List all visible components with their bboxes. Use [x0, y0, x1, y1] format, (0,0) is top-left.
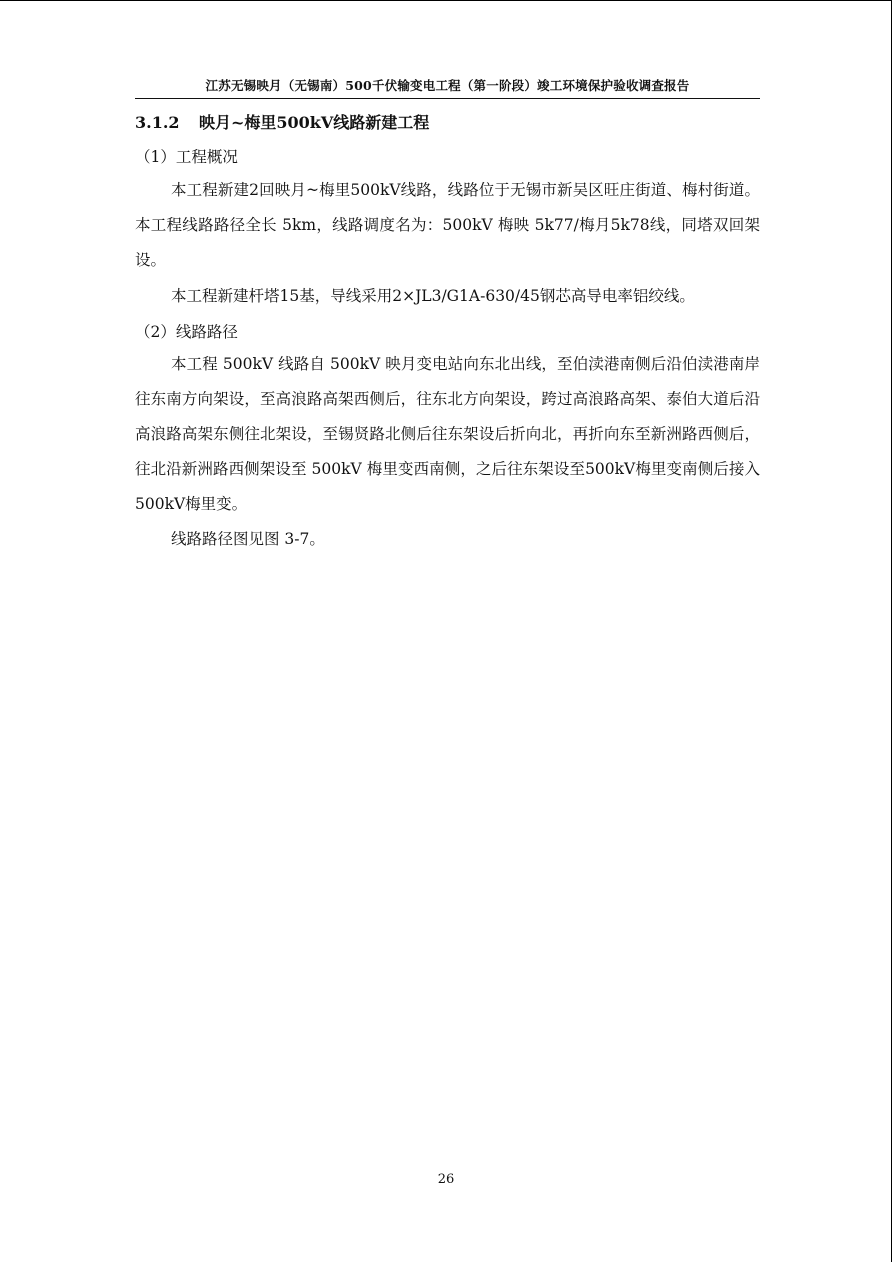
subheading-project-overview: （1）工程概况	[135, 148, 238, 166]
paragraph-overview-2: 本工程新建杆塔15基，导线采用2×JL3/G1A-630/45钢芯高导电率铝绞线。	[171, 287, 695, 305]
paragraph-route-2: 线路路径图见图 3-7。	[171, 530, 325, 548]
subheading-line-route: （2）线路路径	[135, 323, 238, 341]
page-number: 26	[437, 1172, 455, 1187]
section-number: 3.1.2	[135, 113, 180, 132]
section-title: 映月~梅里500kV线路新建工程	[199, 113, 430, 132]
page-border-top	[0, 0, 892, 1]
header-rule	[135, 98, 760, 99]
section-heading	[135, 110, 429, 133]
paragraph-overview-1: 本工程新建2回映月~梅里500kV线路，线路位于无锡市新吴区旺庄街道、梅村街道。本工程线路路径全长 5km，线路调度名为：500kV 梅映 5k77/梅月5k78线，同塔双回架设。	[135, 181, 760, 269]
paragraph-route-1: 本工程 500kV 线路自 500kV 映月变电站向东北出线，至伯渎港南侧后沿伯渎港南岸往东南方向架设，至高浪路高架西侧后，往东北方向架设，跨过高浪路高架、泰伯大道后沿高浪路高架东侧往北架设，至锡贤路北侧后往东架设后折向北，再折向东至新洲路西侧后，往北沿新洲路西侧架设至 500kV 梅里变西南侧，之后往东架设至500kV梅里变南侧后接入500kV梅里变。	[135, 355, 760, 513]
running-header: 江苏无锡映月（无锡南）500千伏输变电工程（第一阶段）竣工环境保护验收调查报告	[205, 78, 690, 93]
